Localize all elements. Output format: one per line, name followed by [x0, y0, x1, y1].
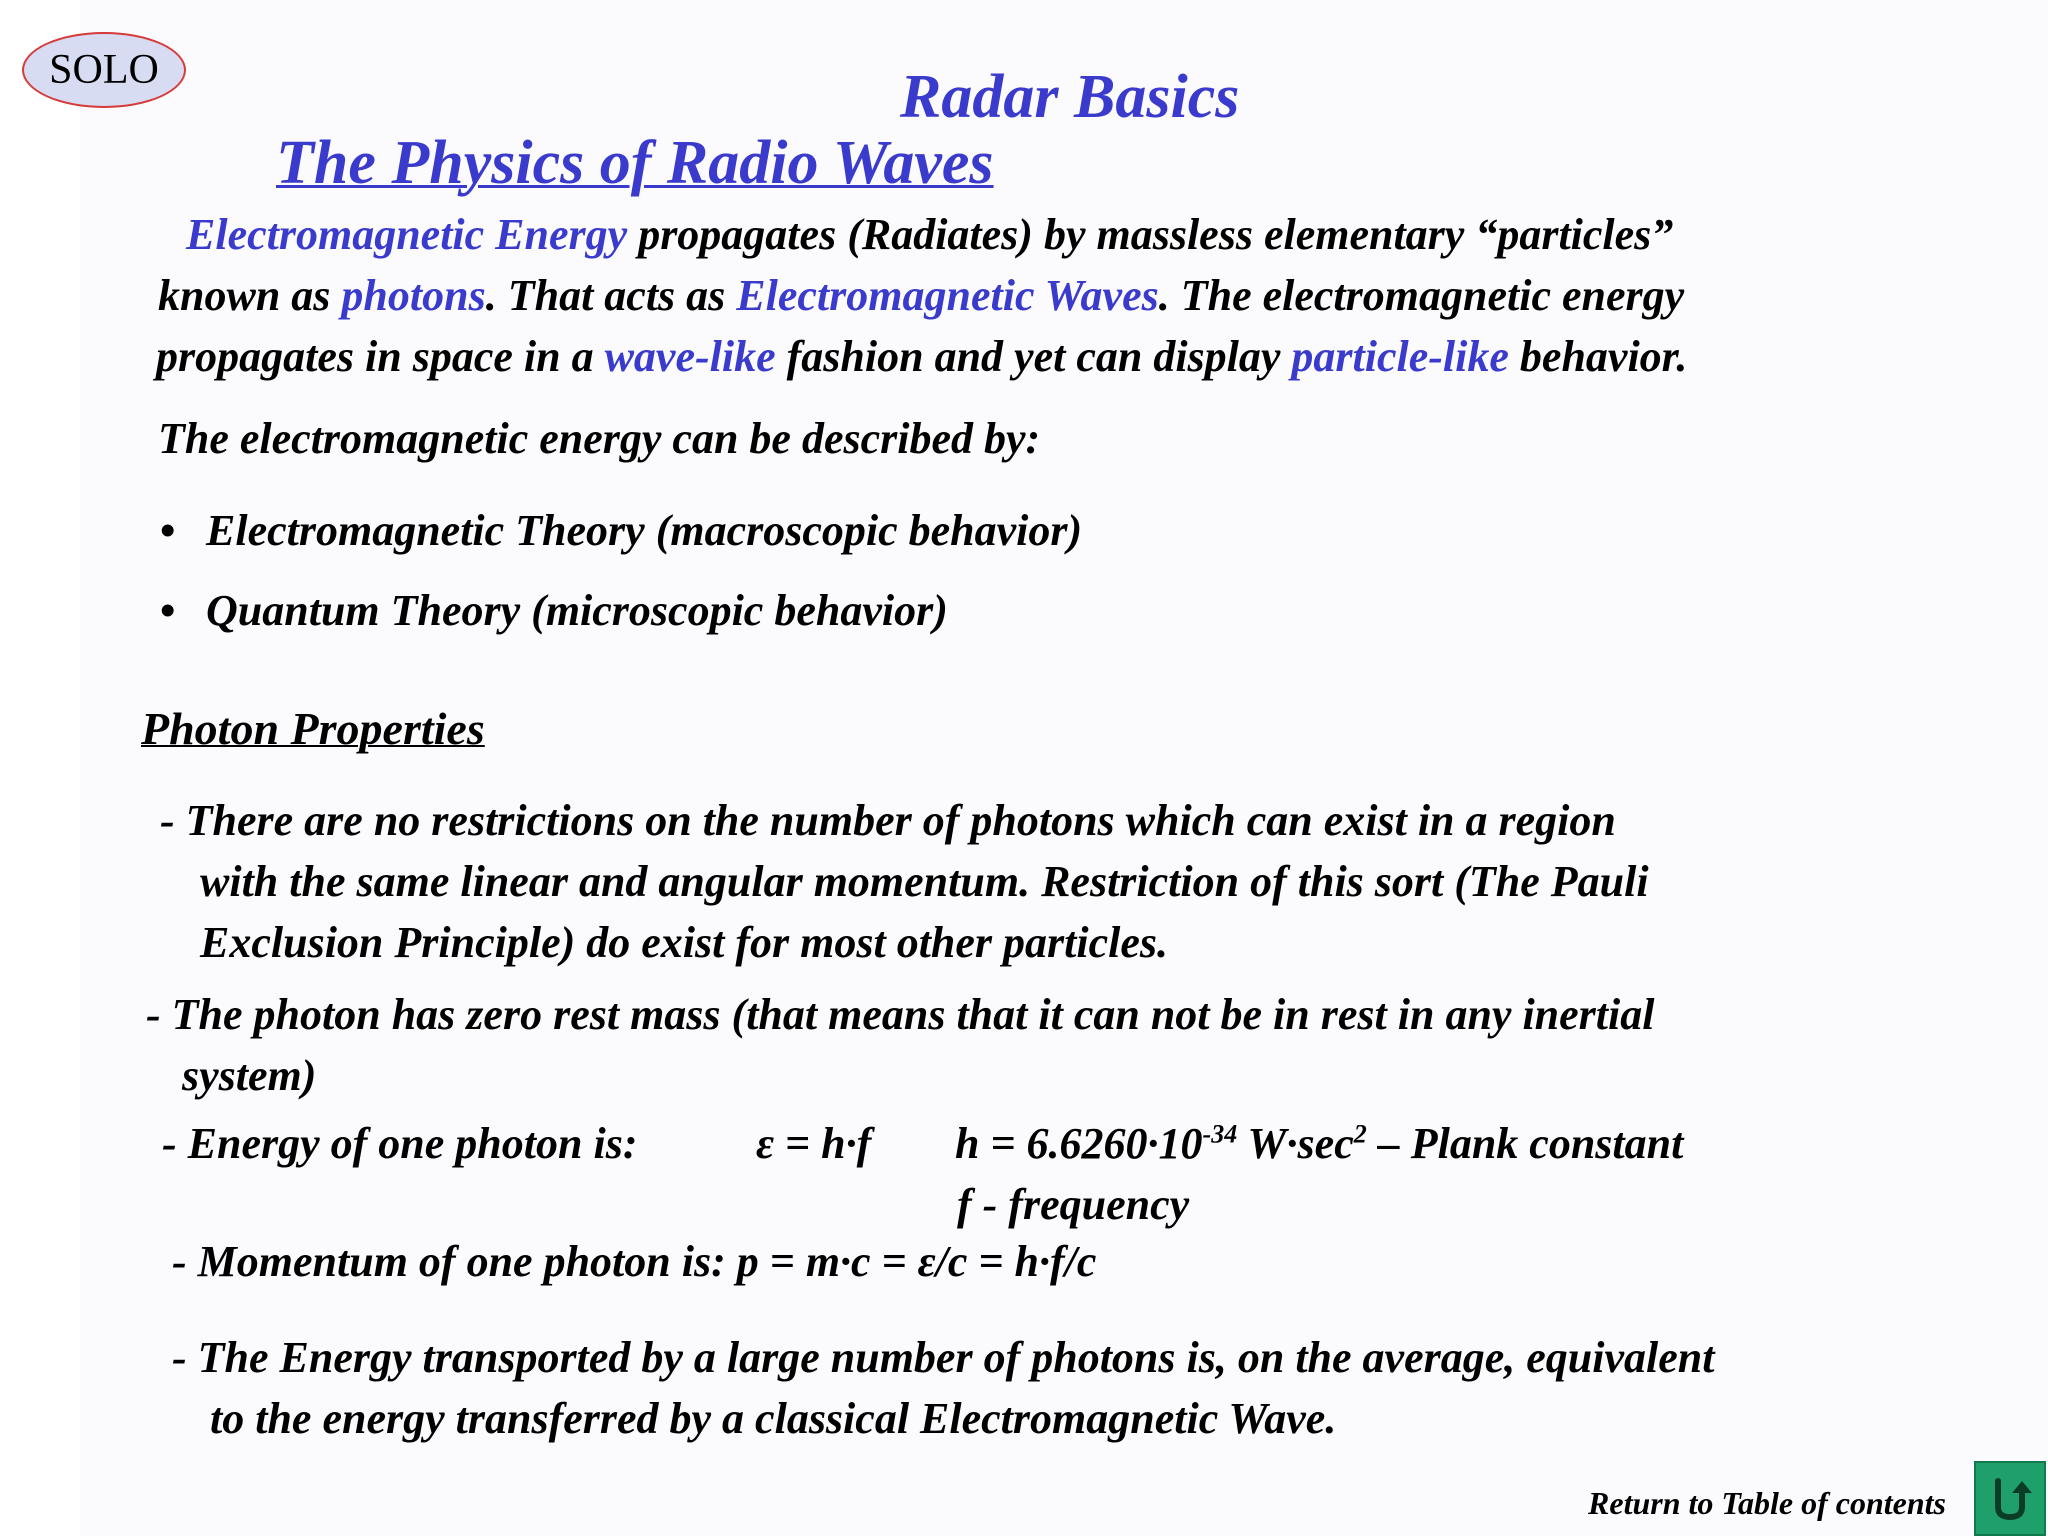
bullet-item-electromagnetic-theory	[160, 505, 1082, 556]
energy-formula: ε = h·f	[756, 1119, 872, 1168]
dash-marker: -	[146, 990, 172, 1039]
property-5-text: The Energy transported by a large number of photons is, on the average, equivalent	[197, 1333, 1715, 1382]
dash-marker: -	[162, 1119, 188, 1168]
intro-line-2	[158, 270, 1684, 321]
intro-line-3	[156, 331, 1687, 382]
dash-marker: -	[160, 796, 186, 845]
property-1-line-3: Exclusion Principle) do exist for most other particles.	[200, 918, 1169, 967]
property-1-line-1	[160, 795, 1616, 846]
property-1-text: There are no restrictions on the number of photons which can exist in a region	[185, 796, 1616, 845]
bullet-text: Quantum Theory (microscopic behavior)	[206, 586, 948, 635]
intro-line-2-mid: . That acts as	[485, 271, 737, 320]
described-by-text: The electromagnetic energy can be described by:	[158, 414, 1041, 463]
plank-value: h = 6.6260·10	[955, 1119, 1203, 1168]
property-1-line-2: with the same linear and angular momentum. Restriction of this sort (The Pauli	[200, 857, 1649, 906]
return-button[interactable]	[1974, 1461, 2046, 1536]
intro-line-1	[186, 209, 1673, 260]
intro-line-3-post: behavior.	[1508, 332, 1688, 381]
frequency-definition: f - frequency	[957, 1180, 1190, 1229]
photon-properties-heading: Photon Properties	[141, 703, 485, 754]
bullet-icon: •	[160, 586, 176, 635]
bullet-icon: •	[160, 506, 176, 555]
term-particle-like: particle-like	[1291, 332, 1509, 381]
dash-marker: -	[172, 1333, 198, 1382]
slide-subtitle: The Physics of Radio Waves	[276, 129, 994, 197]
plank-exponent: -34	[1202, 1119, 1238, 1149]
plank-unit-exponent: 2	[1353, 1119, 1367, 1149]
property-3-energy	[162, 1118, 637, 1169]
term-electromagnetic-energy: Electromagnetic Energy	[186, 210, 628, 259]
property-2-line-2: system)	[182, 1051, 317, 1100]
intro-line-3-mid: fashion and yet can display	[775, 332, 1292, 381]
momentum-text: Momentum of one photon is: p = m·c = ε/c = h·f/c	[197, 1237, 1097, 1286]
bullet-item-quantum-theory	[160, 585, 948, 636]
intro-line-1-text: propagates (Radiates) by massless elementary “particles”	[627, 210, 1674, 259]
intro-line-3-pre: propagates in space in a	[156, 332, 605, 381]
intro-line-2-pre: known as	[158, 271, 342, 320]
plank-constant	[955, 1118, 1683, 1169]
property-2-line-1	[146, 989, 1654, 1040]
dash-marker: -	[172, 1237, 198, 1286]
solo-badge-label: SOLO	[49, 47, 159, 93]
slide-title: Radar Basics	[900, 63, 1240, 131]
energy-label: Energy of one photon is:	[187, 1119, 638, 1168]
term-wave-like: wave-like	[604, 332, 776, 381]
solo-badge	[22, 32, 186, 108]
term-electromagnetic-waves: Electromagnetic Waves	[736, 271, 1159, 320]
plank-label: – Plank constant	[1366, 1119, 1684, 1168]
return-arrow-icon	[1984, 1473, 2036, 1525]
property-5-line-2: to the energy transferred by a classical Electromagnetic Wave.	[210, 1394, 1337, 1443]
property-4-momentum	[172, 1236, 1096, 1287]
plank-unit: W·sec	[1237, 1119, 1354, 1168]
bullet-text: Electromagnetic Theory (macroscopic behavior)	[206, 506, 1083, 555]
property-2-text: The photon has zero rest mass (that means that it can not be in rest in any inertial	[171, 990, 1655, 1039]
intro-line-2-post: . The electromagnetic energy	[1158, 271, 1685, 320]
return-to-toc-link[interactable]: Return to Table of contents	[1588, 1485, 1946, 1521]
term-photons: photons	[341, 271, 486, 320]
property-5-line-1	[172, 1332, 1714, 1383]
